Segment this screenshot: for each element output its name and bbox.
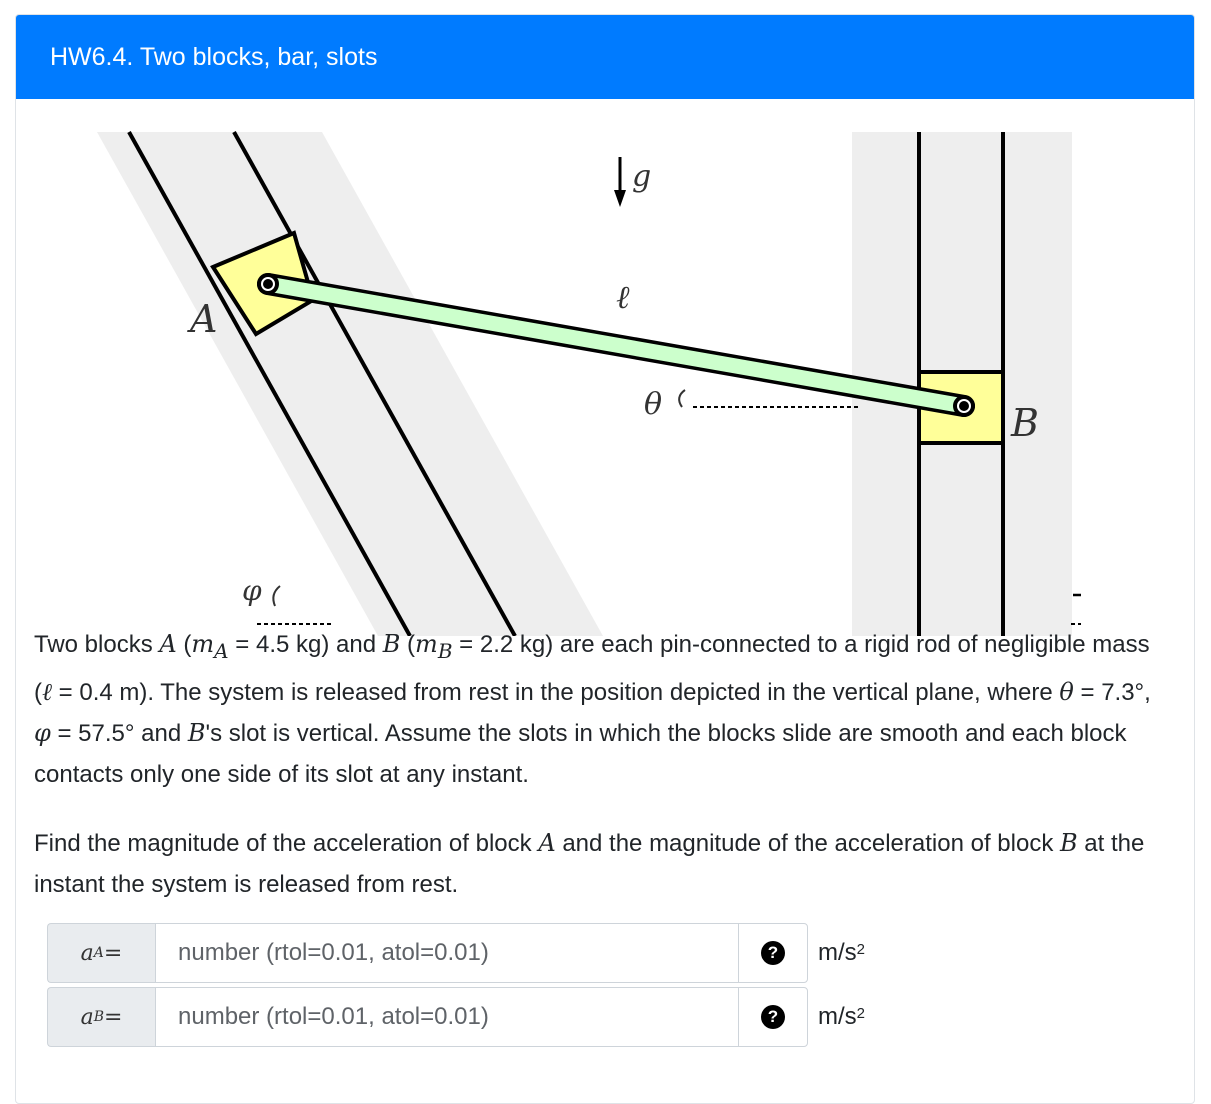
block-b-label: B (1011, 401, 1039, 445)
gravity-label: g (632, 159, 652, 194)
pin-a-dot (263, 279, 273, 289)
symbol-b: B (382, 630, 401, 658)
unit-label-b: m/s $^2$ (818, 1003, 866, 1030)
phi-label: φ (242, 574, 262, 607)
help-icon[interactable]: ? (761, 941, 785, 965)
question-header (16, 15, 1194, 99)
help-button-b[interactable] (738, 987, 808, 1047)
mechanism-figure (81, 116, 1081, 636)
rod-length-label: ℓ (616, 278, 630, 316)
answer-section (47, 923, 907, 1051)
pin-b-dot (959, 401, 969, 411)
help-button-a[interactable] (738, 923, 808, 983)
phi-arc (273, 586, 280, 606)
problem-paragraph-1: Two blocks A ($m_A = 4.5$ kg) and B ($m_B = 2.2$ kg) are each pin-connected to a rigid rod of negligible mass (ℓ = 0.4 m). The system is released from rest in the position depicted in the vertical plane, where θ = 7.3°, φ = 57.5° and B's slot is vertical. Assume the slots in which the blocks slide are smooth and each block contacts only one side of its slot at any instant. (34, 630, 1151, 788)
theta-arc (679, 390, 685, 407)
problem-statement (34, 624, 1154, 933)
answer-label-b: a B = (47, 987, 155, 1047)
answer-row-b (47, 987, 907, 1047)
gravity-arrow-head (614, 190, 626, 207)
symbol-a: A (159, 630, 177, 658)
help-icon[interactable]: ? (761, 1005, 785, 1029)
block-a-label: A (190, 297, 218, 341)
answer-input-a[interactable] (155, 923, 738, 983)
theta-label: θ (644, 387, 663, 422)
question-title: HW6.4. Two blocks, bar, slots (50, 42, 378, 71)
answer-row-a (47, 923, 907, 983)
unit-label-a: m/s $^2$ (818, 939, 866, 966)
right-angle-marker (1073, 595, 1081, 621)
answer-input-b[interactable] (155, 987, 738, 1047)
answer-label-a: a A = (47, 923, 155, 983)
problem-paragraph-2: Find the magnitude of the acceleration of block A and the magnitude of the acceleration of block B at the instant the system is released from rest. (34, 828, 1145, 898)
